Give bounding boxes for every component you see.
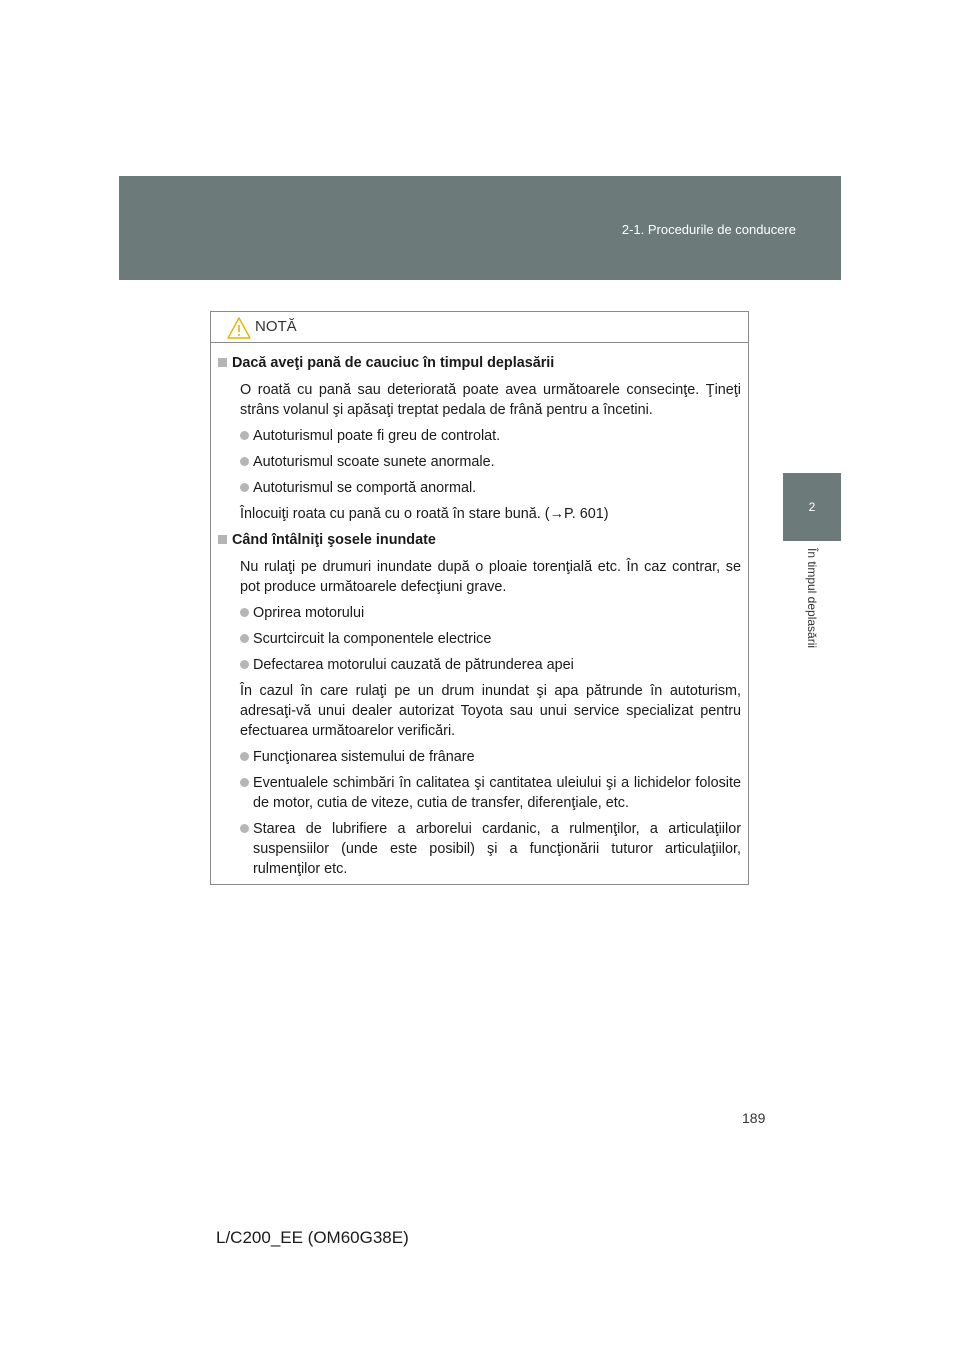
note-body xyxy=(211,343,748,879)
paragraph-flooded-intro: Nu rulaţi pe drumuri inundate după o ploaie torenţială etc. În caz contrar, se pot produce următoarele defecţiuni grave. xyxy=(240,559,741,595)
square-bullet-icon xyxy=(218,358,227,367)
page-number: 189 xyxy=(742,1110,766,1126)
bullet-dot-icon xyxy=(240,431,249,440)
chapter-tab xyxy=(783,473,841,541)
bullet-dot-icon xyxy=(240,752,249,761)
list-item: Eventualele schimbări în calitatea şi cantitatea uleiului şi a lichidelor folosite de motor, cutia de viteze, cutia de transfer, diferenţiale, etc. xyxy=(240,773,741,813)
paragraph-flat-tire-outro: Înlocuiţi roata cu pană cu o roată în stare bună. (→P. 601) xyxy=(240,506,609,522)
paragraph-flooded-middle: În cazul în care rulaţi pe un drum inundat şi apa pătrunde în autoturism, adresaţi-vă unui dealer autorizat Toyota sau unui service specializat pentru efectuarea următoarelor verificări. xyxy=(240,683,741,739)
list-item: Autoturismul poate fi greu de controlat. xyxy=(240,426,741,446)
list-item: Funcţionarea sistemului de frânare xyxy=(240,747,741,767)
bullet-dot-icon xyxy=(240,778,249,787)
bullet-dot-icon xyxy=(240,634,249,643)
warning-triangle-icon xyxy=(227,317,251,339)
note-box xyxy=(210,311,749,885)
bullet-dot-icon xyxy=(240,457,249,466)
list-item: Oprirea motorului xyxy=(240,603,741,623)
chapter-number: 2 xyxy=(808,500,816,514)
section-title: 2-1. Procedurile de conducere xyxy=(621,222,796,237)
list-item: Autoturismul se comportă anormal. xyxy=(240,478,741,498)
bullet-dot-icon xyxy=(240,483,249,492)
list-item: Autoturismul scoate sunete anormale. xyxy=(240,452,741,472)
note-header xyxy=(211,312,748,343)
square-bullet-icon xyxy=(218,535,227,544)
bullet-dot-icon xyxy=(240,608,249,617)
section-heading-flat-tire: Dacă aveţi pană de cauciuc în timpul deplasării xyxy=(218,353,741,373)
bullet-dot-icon xyxy=(240,824,249,833)
footer-code: L/C200_EE (OM60G38E) xyxy=(216,1228,409,1247)
list-item: Scurtcircuit la componentele electrice xyxy=(240,629,741,649)
paragraph-flat-tire-intro: O roată cu pană sau deteriorată poate avea următoarele consecinţe. Ţineţi strâns volanul şi apăsaţi treptat pedala de frână pentru a încetini. xyxy=(240,382,741,418)
chapter-label: În timpul deplasării xyxy=(805,548,819,649)
list-item: Starea de lubrifiere a arborelui cardanic, a rulmenţilor, a articulaţiilor suspensiilor (unde este posibil) şi a funcţionării tuturor articulaţiilor, rulmenţilor etc. xyxy=(240,819,741,879)
note-title: NOTĂ xyxy=(255,318,297,335)
section-heading-flooded-roads: Când întâlniţi şosele inundate xyxy=(218,530,741,550)
bullet-dot-icon xyxy=(240,660,249,669)
list-item: Defectarea motorului cauzată de pătrunderea apei xyxy=(240,655,741,675)
header-band xyxy=(119,176,841,280)
